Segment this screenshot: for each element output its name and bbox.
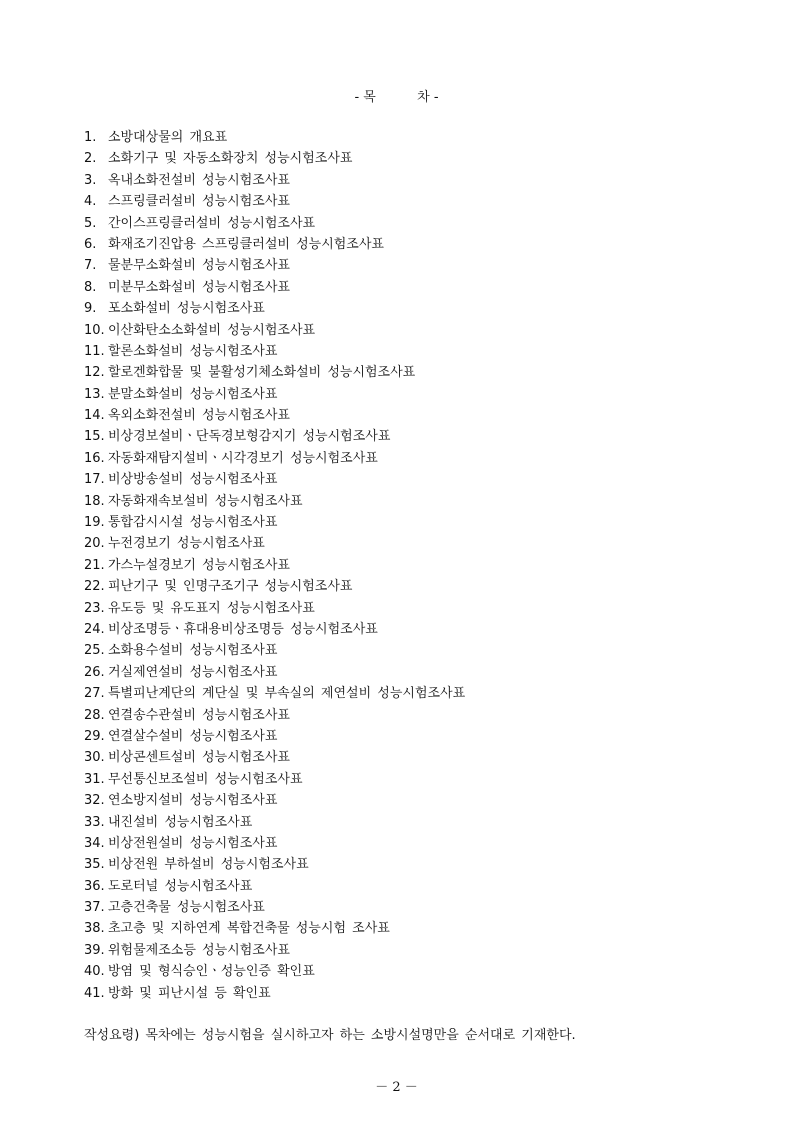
toc-item — [84, 491, 465, 512]
toc-item — [84, 277, 465, 298]
toc-item — [84, 961, 465, 982]
toc-item — [84, 320, 465, 341]
toc-item-number: 1. — [84, 130, 97, 145]
toc-item-number: 3. — [84, 172, 97, 188]
toc-item — [84, 148, 465, 169]
toc-item — [84, 384, 465, 405]
toc-item-label: 특별피난계단의 계단실 및 부속실의 제연설비 성능시험조사표 — [108, 686, 466, 702]
toc-item-number: 10. — [84, 322, 105, 338]
toc-item-label: 분말소화설비 성능시험조사표 — [108, 386, 278, 402]
toc-item — [84, 555, 465, 576]
toc-item-label: 화재조기진압용 스프링클러설비 성능시험조사표 — [108, 236, 384, 252]
toc-item — [84, 512, 465, 533]
toc-item-number: 25. — [84, 643, 105, 659]
toc-item-number: 18. — [84, 493, 105, 509]
toc-item-label: 거실제연설비 성능시험조사표 — [108, 664, 278, 680]
toc-item-label: 위험물제조소등 성능시험조사표 — [108, 942, 290, 958]
toc-item — [84, 576, 465, 597]
toc-item-number: 37. — [84, 900, 105, 916]
toc-item-number: 17. — [84, 472, 105, 488]
toc-item-number: 28. — [84, 707, 105, 723]
toc-item-number: 19. — [84, 515, 105, 531]
toc-item-label: 무선통신보조설비 성능시험조사표 — [108, 771, 303, 787]
toc-item — [84, 426, 465, 447]
toc-item-label: 비상경보설비ㆍ단독경보형감지기 성능시험조사표 — [108, 429, 391, 445]
toc-item-number: 8. — [84, 279, 97, 295]
toc-item-label: 비상방송설비 성능시험조사표 — [108, 472, 278, 488]
toc-item-label: 연결살수설비 성능시험조사표 — [108, 728, 278, 744]
toc-item — [84, 341, 465, 362]
toc-item — [84, 469, 465, 490]
toc-item — [84, 812, 465, 833]
toc-item-number: 31. — [84, 771, 105, 787]
writing-instructions: 작성요령) 목차에는 성능시험을 실시하고자 하는 소방시설명만을 순서대로 기재한다. — [84, 1028, 576, 1043]
toc-item — [84, 705, 465, 726]
toc-item-number: 41. — [84, 985, 105, 1001]
toc-item-label: 자동화재탐지설비ㆍ시각경보기 성능시험조사표 — [108, 450, 378, 466]
toc-item-label: 누전경보기 성능시험조사표 — [108, 536, 265, 552]
toc-item-number: 35. — [84, 857, 105, 873]
toc-item — [84, 726, 465, 747]
toc-item — [84, 298, 465, 319]
toc-item-number: 20. — [84, 536, 105, 552]
toc-item-number: 12. — [84, 365, 105, 381]
toc-item-label: 고층건축물 성능시험조사표 — [108, 900, 265, 916]
toc-item-label: 할론소화설비 성능시험조사표 — [108, 343, 278, 359]
toc-item-number: 5. — [84, 215, 97, 231]
toc-item — [84, 213, 465, 234]
toc-item — [84, 983, 465, 1004]
toc-item-label: 간이스프링클러설비 성능시험조사표 — [108, 215, 316, 231]
toc-item — [84, 533, 465, 554]
toc-item-label: 소화용수설비 성능시험조사표 — [108, 643, 278, 659]
toc-item-label: 할로겐화합물 및 불활성기체소화설비 성능시험조사표 — [108, 365, 416, 381]
toc-item — [84, 170, 465, 191]
toc-item — [84, 790, 465, 811]
toc-item-number: 32. — [84, 793, 105, 809]
toc-item-label: 소방대상물의 개요표 — [108, 130, 228, 145]
toc-item-label: 옥내소화전설비 성능시험조사표 — [108, 172, 290, 188]
toc-item-label: 통합감시시설 성능시험조사표 — [108, 515, 278, 531]
toc-item-number: 4. — [84, 194, 97, 210]
toc-item-number: 34. — [84, 835, 105, 851]
toc-item-number: 26. — [84, 664, 105, 680]
toc-item-number: 6. — [84, 236, 97, 252]
toc-item-number: 14. — [84, 408, 105, 424]
toc-item-number: 27. — [84, 686, 105, 702]
toc-item — [84, 683, 465, 704]
toc-item — [84, 127, 465, 148]
toc-item — [84, 662, 465, 683]
toc-item-label: 방염 및 형식승인ㆍ성능인증 확인표 — [108, 964, 315, 980]
toc-item-label: 연소방지설비 성능시험조사표 — [108, 793, 278, 809]
toc-item-label: 비상전원설비 성능시험조사표 — [108, 835, 278, 851]
toc-item-number: 16. — [84, 450, 105, 466]
toc-item — [84, 747, 465, 768]
toc-item-number: 33. — [84, 814, 105, 830]
toc-item-label: 유도등 및 유도표지 성능시험조사표 — [108, 600, 315, 616]
toc-item — [84, 619, 465, 640]
toc-item-label: 소화기구 및 자동소화장치 성능시험조사표 — [108, 151, 353, 167]
toc-item-label: 자동화재속보설비 성능시험조사표 — [108, 493, 303, 509]
toc-item-label: 비상전원 부하설비 성능시험조사표 — [108, 857, 309, 873]
toc-item-number: 9. — [84, 301, 97, 317]
toc-item — [84, 362, 465, 383]
toc-item-label: 포소화설비 성능시험조사표 — [108, 301, 265, 317]
toc-item — [84, 876, 465, 897]
toc-item — [84, 598, 465, 619]
toc-item — [84, 918, 465, 939]
toc-item-number: 30. — [84, 750, 105, 766]
toc-item-number: 24. — [84, 621, 105, 637]
toc-item — [84, 897, 465, 918]
toc-item-number: 38. — [84, 921, 105, 937]
toc-item — [84, 940, 465, 961]
toc-item-label: 내진설비 성능시험조사표 — [108, 814, 253, 830]
toc-item-label: 연결송수관설비 성능시험조사표 — [108, 707, 290, 723]
toc-item-number: 13. — [84, 386, 105, 402]
toc-item-number: 29. — [84, 728, 105, 744]
toc-item-label: 물분무소화설비 성능시험조사표 — [108, 258, 290, 274]
toc-item-label: 스프링클러설비 성능시험조사표 — [108, 194, 290, 210]
table-of-contents — [84, 127, 465, 1004]
toc-item — [84, 405, 465, 426]
page-title: - 목 차 - — [354, 90, 439, 105]
toc-item-number: 15. — [84, 429, 105, 445]
toc-item-label: 비상조명등ㆍ휴대용비상조명등 성능시험조사표 — [108, 621, 378, 637]
page-number: － 2 － — [375, 1080, 418, 1095]
toc-item — [84, 769, 465, 790]
toc-item-label: 옥외소화전설비 성능시험조사표 — [108, 408, 290, 424]
toc-item-label: 도로터널 성능시험조사표 — [108, 878, 253, 894]
toc-item — [84, 854, 465, 875]
toc-item — [84, 234, 465, 255]
toc-item-number: 22. — [84, 579, 105, 595]
toc-item — [84, 191, 465, 212]
toc-item-label: 비상콘센트설비 성능시험조사표 — [108, 750, 290, 766]
toc-item-number: 2. — [84, 151, 97, 167]
toc-item-number: 40. — [84, 964, 105, 980]
toc-item-label: 이산화탄소소화설비 성능시험조사표 — [108, 322, 316, 338]
toc-item — [84, 255, 465, 276]
toc-item — [84, 448, 465, 469]
toc-item-number: 39. — [84, 942, 105, 958]
toc-item-label: 피난기구 및 인명구조기구 성능시험조사표 — [108, 579, 353, 595]
toc-item-label: 미분무소화설비 성능시험조사표 — [108, 279, 290, 295]
toc-item — [84, 640, 465, 661]
toc-item-label: 방화 및 피난시설 등 확인표 — [108, 985, 271, 1001]
toc-item-number: 23. — [84, 600, 105, 616]
toc-item — [84, 833, 465, 854]
toc-item-label: 가스누설경보기 성능시험조사표 — [108, 557, 290, 573]
toc-item-label: 초고층 및 지하연계 복합건축물 성능시험 조사표 — [108, 921, 390, 937]
toc-item-number: 11. — [84, 343, 105, 359]
toc-item-number: 36. — [84, 878, 105, 894]
toc-item-number: 21. — [84, 557, 105, 573]
toc-item-number: 7. — [84, 258, 97, 274]
